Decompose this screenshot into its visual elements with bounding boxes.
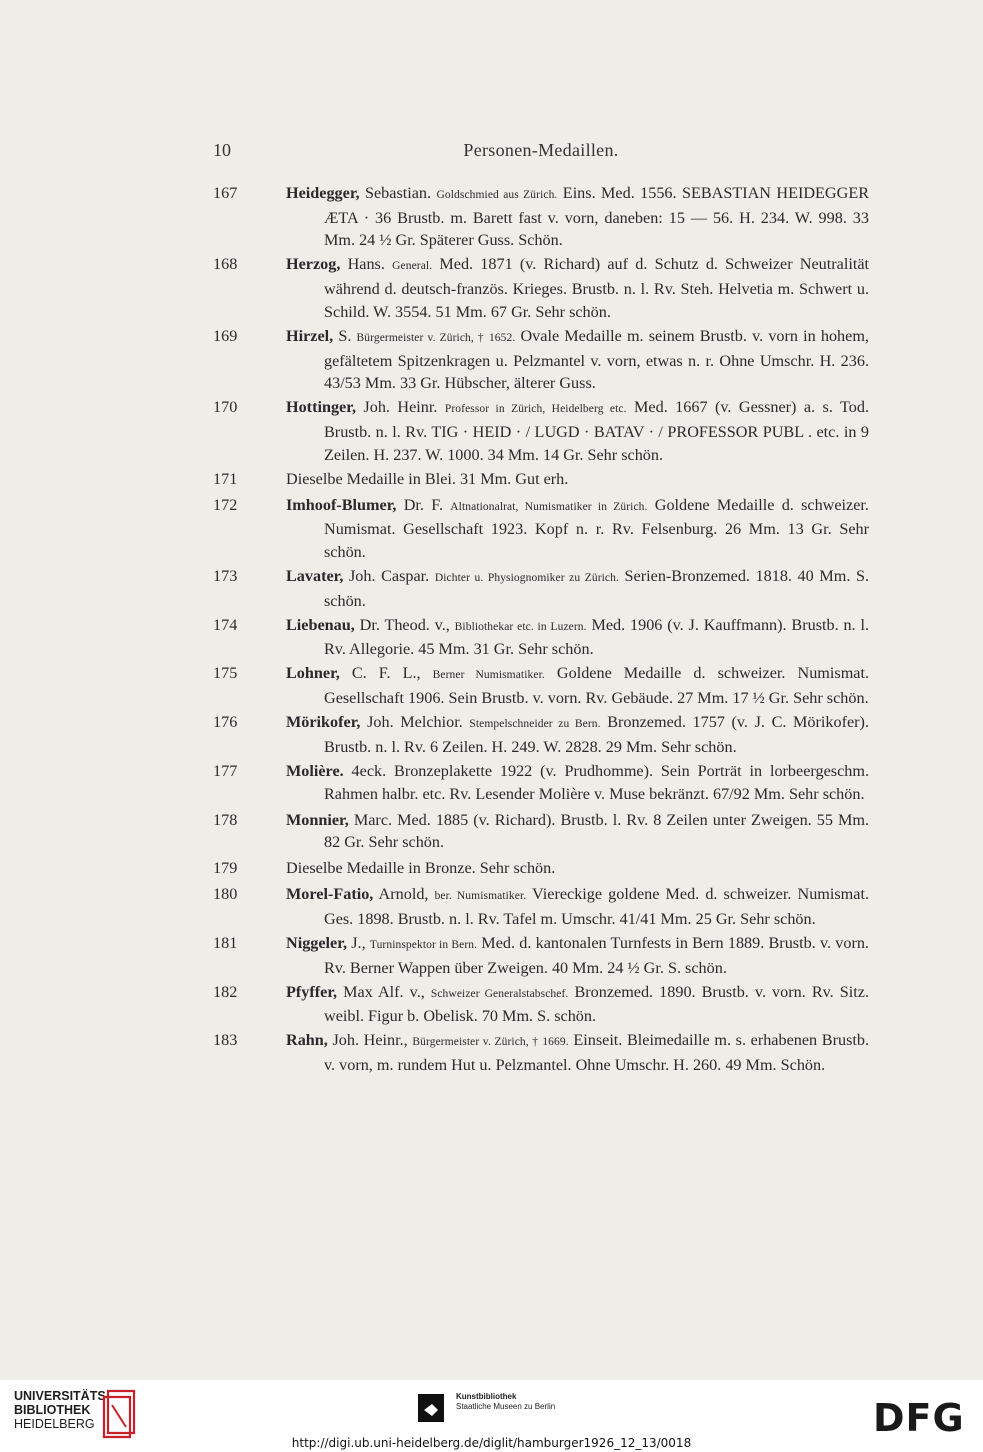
library-line-1: UNIVERSITÄTS- — [14, 1389, 110, 1403]
library-logo-icon — [100, 1387, 140, 1439]
footer-bar — [0, 1380, 983, 1452]
entry-number: 183 — [213, 1031, 238, 1050]
entry-description: Med. 1906 (v. J. Kauffmann). Brustb. n. l. Rv. Allegorie. 45 Mm. 31 Gr. Sehr schön. — [324, 615, 869, 659]
entry-text-part: Arnold, — [373, 885, 435, 904]
entry-annotation: Bibliothekar etc. in Luzern. — [454, 620, 587, 633]
entry-text-part: Dieselbe Medaille in Bronze. Sehr schön. — [286, 859, 556, 878]
entry-text — [286, 981, 869, 1028]
entry-description: Einseit. Bleimedaille m. s. erhabenen Brustb. v. vorn, m. rundem Hut u. Pelzmantel. Ohne Umschr. H. 260. 49 Mm. Schön. — [324, 1031, 870, 1075]
entry-name: Mörikofer, — [286, 713, 361, 732]
entry-name: Liebenau, — [286, 615, 355, 634]
entry-text — [286, 809, 869, 856]
entry-name: Rahn, — [286, 1031, 328, 1050]
catalog-entry — [213, 396, 869, 466]
catalog-entry — [213, 565, 869, 612]
entry-text-part: Joh. Heinr., — [327, 1031, 413, 1050]
kunstbibliothek-logo-icon — [418, 1394, 444, 1422]
entry-text-part: Joh. Heinr. — [356, 398, 445, 417]
entry-description: Med. 1667 (v. Gessner) a. s. Tod. Brustb. n. l. Rv. TIG · HEID · / LUGD · BATAV · / PROFESSOR PUBL . etc. in 9 Zeilen. H. 237. W. 1000. 34 Mm. 14 Gr. Sehr schön. — [324, 398, 870, 464]
entry-annotation: ber. Numismatiker. — [434, 890, 527, 903]
catalog-entry — [213, 1029, 869, 1076]
catalog-entry — [213, 494, 869, 564]
entry-text — [286, 857, 869, 882]
entry-description: Serien-Bronzemed. 1818. 40 Mm. S. schön. — [324, 567, 870, 610]
entry-number: 181 — [213, 933, 238, 952]
entry-text-part: S. — [333, 326, 357, 345]
library-line-3: HEIDELBERG — [14, 1417, 95, 1431]
entry-description: Bronzemed. 1890. Brustb. v. vorn. Rv. Sitz. weibl. Figur b. Obelisk. 70 Mm. S. schön. — [324, 982, 869, 1026]
entry-text-part: Max Alf. v., — [337, 982, 431, 1001]
entry-number: 169 — [213, 326, 238, 345]
entry-text — [286, 565, 869, 612]
entry-annotation: Schweizer Generalstabschef. — [430, 987, 569, 1000]
entry-annotation: General. — [392, 260, 433, 273]
page-title: Personen-Medaillen. — [463, 140, 619, 160]
entry-number: 177 — [213, 761, 238, 780]
entry-text — [286, 253, 869, 323]
page-number: 10 — [213, 140, 231, 160]
entry-number: 182 — [213, 982, 238, 1001]
entry-description: Goldene Medaille d. schweizer. Numismat. Gesellschaft 1923. Kopf n. r. Rv. Felsenburg. 26 Mm. 13 Gr. Sehr schön. — [324, 495, 869, 562]
catalog-entry — [213, 809, 869, 856]
catalog-entry — [213, 182, 869, 252]
entry-name: Niggeler, — [286, 933, 347, 952]
entry-name: Imhoof-Blumer, — [286, 495, 397, 514]
entry-annotation: Goldschmied aus Zürich. — [436, 189, 558, 201]
entry-number: 171 — [213, 469, 238, 488]
entry-number: 174 — [213, 615, 238, 634]
kunstbibliothek-name — [456, 1392, 555, 1412]
entry-text-part: J., — [347, 933, 370, 952]
entry-description: Ovale Medaille m. seinem Brustb. v. vorn in hohem, gefältetem Spitzenkragen u. Pelzmantel v. vorn, etwas n. r. Ohne Umschr. H. 236. 43/53 Mm. 33 Gr. Hübscher, älterer Guss. — [324, 326, 869, 393]
entry-number: 168 — [213, 255, 238, 274]
entry-text — [286, 494, 869, 564]
entry-text-part: Dr. Theod. v., — [354, 615, 455, 634]
entry-number: 176 — [213, 713, 238, 732]
entry-description: Med. d. kantonalen Turnfests in Bern 1889. Brustb. v. vorn. Rv. Berner Wappen über Zweigen. 40 Mm. 24 ½ Gr. S. schön. — [324, 933, 869, 977]
catalog-entry — [213, 662, 869, 709]
dfg-logo: DFG — [873, 1396, 965, 1440]
entry-name: Herzog, — [286, 255, 341, 274]
entry-text-part: Marc. Med. 1885 (v. Richard). Brustb. l. Rv. 8 Zeilen unter Zweigen. 55 Mm. 82 Gr. Sehr schön. — [324, 810, 869, 852]
entry-text — [286, 711, 869, 758]
entry-text — [286, 1029, 869, 1076]
catalog-entries — [213, 182, 869, 1078]
catalog-entry — [213, 760, 869, 807]
entry-name: Hottinger, — [286, 398, 356, 417]
entry-annotation: Professor in Zürich, Heidelberg etc. — [444, 403, 627, 416]
entry-number: 173 — [213, 567, 238, 586]
entry-description: Goldene Medaille d. schweizer. Numismat. Gesellschaft 1906. Sein Brustb. v. vorn. Rv. Gebäude. 27 Mm. 17 ½ Gr. Sehr schön. — [324, 664, 870, 708]
kb-line-1: Kunstbibliothek — [456, 1392, 517, 1401]
entry-text-part: Joh. Caspar. — [343, 567, 435, 586]
entry-text — [286, 883, 869, 930]
entry-name: Heidegger, — [286, 184, 360, 202]
entry-text — [286, 468, 869, 493]
entry-annotation: Bürgermeister v. Zürich, † 1669. — [412, 1036, 569, 1049]
entry-name: Molière. — [286, 761, 344, 780]
entry-description: Bronzemed. 1757 (v. J. C. Mörikofer). Brustb. n. l. Rv. 6 Zeilen. H. 249. W. 2828. 29 Mm. Sehr schön. — [324, 713, 869, 756]
catalog-entry — [213, 325, 869, 395]
entry-text-part: Joh. Melchior. — [360, 713, 470, 732]
entry-name: Pfyffer, — [286, 982, 338, 1001]
kb-line-2: Staatliche Museen zu Berlin — [456, 1402, 556, 1411]
catalog-entry — [213, 857, 869, 882]
entry-description: Eins. Med. 1556. SEBASTIAN HEIDEGGER ÆTA · 36 Brustb. m. Barett fast v. vorn, daneben: 15 — 56. H. 234. W. 998. 33 Mm. 24 ½ Gr. Späterer Guss. Schön. — [324, 184, 870, 250]
entry-number: 179 — [213, 859, 238, 878]
entry-name: Lavater, — [286, 567, 344, 586]
entry-name: Morel-Fatio, — [286, 885, 374, 904]
entry-name: Hirzel, — [286, 326, 334, 345]
entry-text — [286, 760, 869, 807]
entry-text-part: C. F. L., — [339, 664, 433, 683]
entry-text-part: Hans. — [340, 255, 393, 274]
entry-text-part: Sebastian. — [359, 184, 437, 202]
entry-annotation: Berner Numismatiker. — [432, 669, 545, 682]
entry-description: Med. 1871 (v. Richard) auf d. Schutz d. Schweizer Neutralität während d. deutsch-französ. Krieges. Brustb. n. l. Rv. Steh. Helvetia m. Schwert u. Schild. W. 3554. 51 Mm. 67 Gr. Sehr schön. — [324, 255, 869, 321]
catalog-entry — [213, 711, 869, 758]
entry-number: 178 — [213, 810, 238, 829]
entry-number: 167 — [213, 184, 238, 202]
entry-description: Viereckige goldene Med. d. schweizer. Numismat. Ges. 1898. Brustb. n. l. Rv. Tafel m. Umschr. 41/41 Mm. 25 Gr. Sehr schön. — [324, 885, 869, 928]
entry-number: 175 — [213, 664, 238, 683]
catalog-entry — [213, 981, 869, 1028]
entry-text-part: Dr. F. — [396, 495, 451, 514]
entry-text-part: Dieselbe Medaille in Blei. 31 Mm. Gut erh. — [286, 469, 569, 488]
catalog-entry — [213, 883, 869, 930]
entry-name: Monnier, — [286, 810, 349, 829]
catalog-entry — [213, 932, 869, 979]
entry-text — [286, 932, 869, 979]
catalog-entry — [213, 253, 869, 323]
entry-annotation: Dichter u. Physiognomiker zu Zürich. — [434, 572, 619, 585]
entry-text — [286, 182, 869, 252]
entry-annotation: Turninspektor in Bern. — [369, 938, 478, 951]
catalog-entry — [213, 468, 869, 493]
entry-annotation: Altnationalrat, Numismatiker in Zürich. — [450, 500, 648, 513]
catalog-entry — [213, 614, 869, 661]
entry-text — [286, 614, 869, 661]
entry-number: 180 — [213, 885, 238, 904]
entry-annotation: Stempelschneider zu Bern. — [469, 718, 601, 731]
entry-number: 172 — [213, 495, 238, 514]
source-url[interactable]: http://digi.ub.uni-heidelberg.de/diglit/hamburger1926_12_13/0018 — [291, 1436, 692, 1450]
entry-text — [286, 662, 869, 709]
entry-number: 170 — [213, 398, 238, 417]
entry-text — [286, 325, 869, 395]
entry-text-part: 4eck. Bronzeplakette 1922 (v. Prudhomme). Sein Porträt in lorbeergeschm. Rahmen halbr. etc. Rv. Lesender Molière v. Muse bekränzt. 67/92 Mm. Sehr schön. — [324, 761, 869, 803]
entry-text — [286, 396, 869, 466]
entry-name: Lohner, — [286, 664, 340, 683]
library-name — [14, 1389, 110, 1431]
entry-annotation: Bürgermeister v. Zürich, † 1652. — [356, 331, 516, 344]
library-line-2: BIBLIOTHEK — [14, 1403, 91, 1417]
